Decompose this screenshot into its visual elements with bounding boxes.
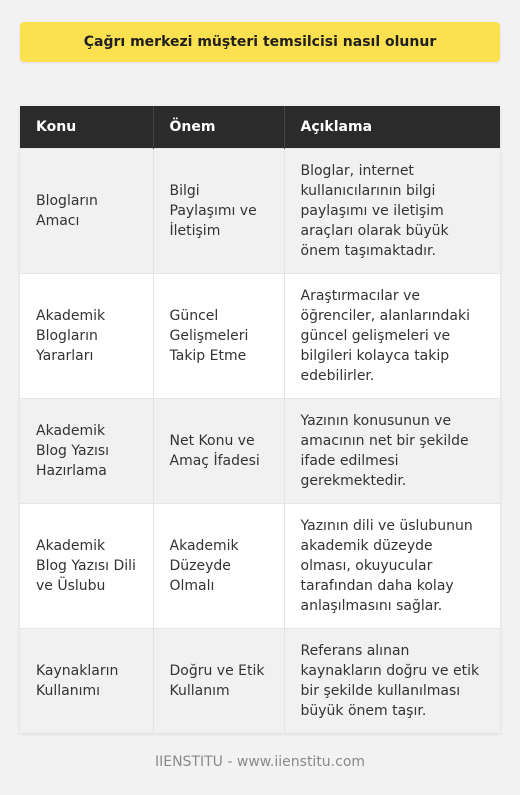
cell-aciklama: Yazının dili ve üslubunun akademik düzeyde olması, okuyucular tarafından daha kolay anlaşılmasını sağlar. [284, 503, 500, 628]
info-table [20, 106, 500, 733]
cell-konu: Akademik Blog Yazısı Dili ve Üslubu [20, 503, 153, 628]
table-row [20, 398, 500, 503]
table-row [20, 273, 500, 398]
footer-credit: IIENSTITU - www.iienstitu.com [154, 754, 366, 770]
column-header-aciklama: Açıklama [284, 106, 500, 148]
cell-konu: Akademik Blog Yazısı Hazırlama [20, 398, 153, 503]
table-row [20, 148, 500, 273]
table-row [20, 503, 500, 628]
cell-aciklama: Bloglar, internet kullanıcılarının bilgi paylaşımı ve iletişim araçları olarak büyük önem taşımaktadır. [284, 148, 500, 273]
title-banner [20, 22, 500, 62]
cell-konu: Blogların Amacı [20, 148, 153, 273]
cell-onem: Güncel Gelişmeleri Takip Etme [153, 273, 284, 398]
column-header-konu: Konu [20, 106, 153, 148]
cell-onem: Net Konu ve Amaç İfadesi [153, 398, 284, 503]
column-header-onem: Önem [153, 106, 284, 148]
cell-konu: Kaynakların Kullanımı [20, 628, 153, 733]
cell-aciklama: Referans alınan kaynakların doğru ve etik bir şekilde kullanılması büyük önem taşır. [284, 628, 500, 733]
cell-aciklama: Araştırmacılar ve öğrenciler, alanlarındaki güncel gelişmeleri ve bilgileri kolayca takip edebilirler. [284, 273, 500, 398]
cell-onem: Bilgi Paylaşımı ve İletişim [153, 148, 284, 273]
cell-onem: Doğru ve Etik Kullanım [153, 628, 284, 733]
page-title: Çağrı merkezi müşteri temsilcisi nasıl olunur [83, 34, 437, 50]
cell-onem: Akademik Düzeyde Olmalı [153, 503, 284, 628]
cell-konu: Akademik Blogların Yararları [20, 273, 153, 398]
table-row [20, 628, 500, 733]
cell-aciklama: Yazının konusunun ve amacının net bir şekilde ifade edilmesi gerekmektedir. [284, 398, 500, 503]
table-header-row [20, 106, 500, 148]
